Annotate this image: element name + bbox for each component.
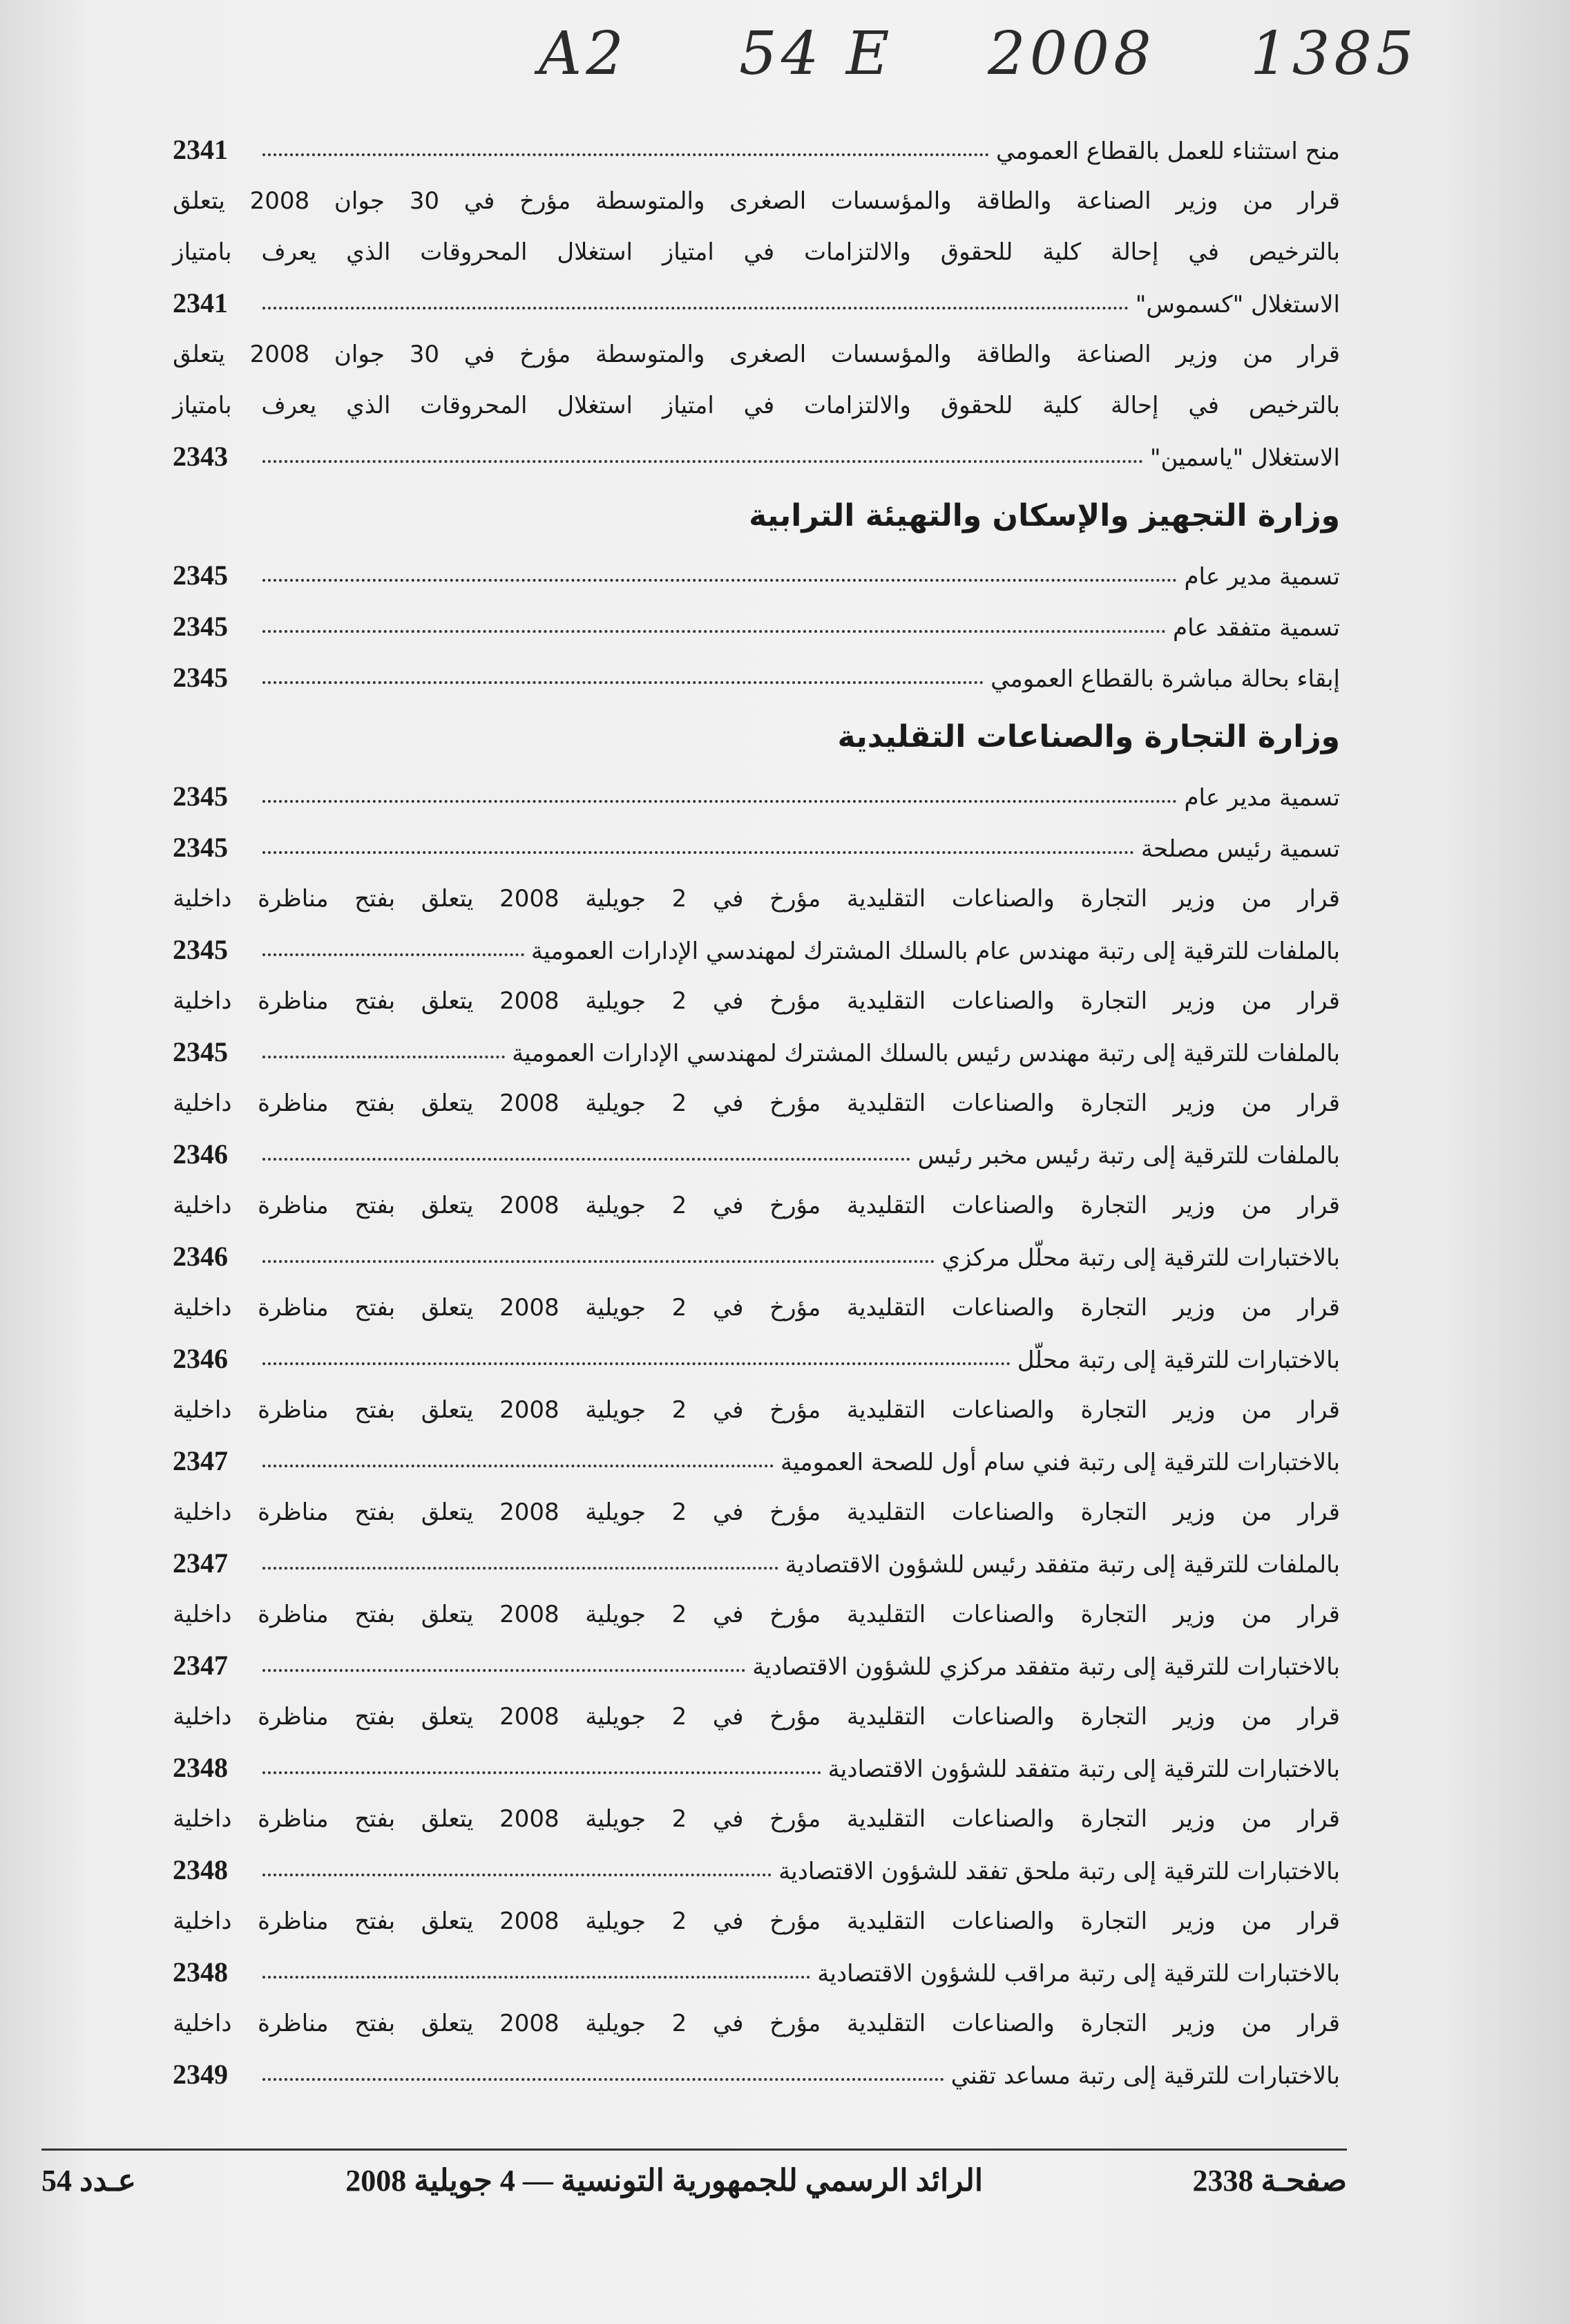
entry-text: قرار من وزير الصناعة والطاقة والمؤسسات الصغرى والمتوسطة مؤرخ في 30 جوان 2008 يتعلق [173, 187, 1340, 215]
dot-leader [262, 800, 1177, 803]
toc-entry[interactable] [173, 1180, 1340, 1282]
page-ref[interactable]: 2346 [173, 1139, 228, 1170]
dot-leader [262, 1976, 810, 1979]
dot-leader [262, 307, 1129, 309]
entry-text: بالاختبارات للترقية إلى رتبة متفقد مركزي للشؤون الاقتصادية [752, 1653, 1340, 1681]
entry-text: قرار من وزير التجارة والصناعات التقليدية مؤرخ في 2 جويلية 2008 يتعلق بفتح مناظرة داخلية [173, 1907, 1340, 1935]
toc-entry[interactable] [173, 873, 1340, 975]
entry-text: منح استثناء للعمل بالقطاع العمومي [995, 137, 1340, 165]
entry-text: قرار من وزير الصناعة والطاقة والمؤسسات الصغرى والمتوسطة مؤرخ في 30 جوان 2008 يتعلق [173, 341, 1340, 368]
toc-entry[interactable] [173, 1691, 1340, 1793]
table-of-contents [173, 124, 1340, 2100]
dot-leader [262, 1567, 778, 1570]
page-ref[interactable]: 2349 [173, 2059, 228, 2090]
toc-entry[interactable] [173, 175, 1340, 329]
section-heading: وزارة التجهيز والإسكان والتهيئة الترابية [749, 498, 1340, 533]
toc-entry[interactable] [173, 1384, 1340, 1487]
issue-number: عـدد 54 [41, 2164, 136, 2198]
toc-entry[interactable] [173, 771, 1340, 822]
entry-text: الاستغلال "ياسمين" [1149, 444, 1340, 472]
page-ref[interactable]: 2343 [173, 441, 228, 472]
page-ref[interactable]: 2341 [173, 134, 228, 165]
dot-leader [262, 1158, 910, 1161]
entry-text: بالاختبارات للترقية إلى رتبة مراقب للشؤون الاقتصادية [817, 1960, 1340, 1988]
entry-text: قرار من وزير التجارة والصناعات التقليدية مؤرخ في 2 جويلية 2008 يتعلق بفتح مناظرة داخلية [173, 1396, 1340, 1424]
annotation-part: 54 E [739, 19, 894, 88]
toc-entry[interactable] [173, 329, 1340, 482]
toc-entry[interactable] [173, 1487, 1340, 1589]
annotation-part: 2008 [988, 19, 1156, 88]
dot-leader [262, 460, 1143, 463]
page-ref[interactable]: 2345 [173, 662, 228, 693]
toc-entry[interactable] [173, 652, 1340, 703]
page-ref[interactable]: 2348 [173, 1854, 228, 1885]
toc-entry[interactable] [173, 1998, 1340, 2100]
toc-entry[interactable] [173, 124, 1340, 175]
dot-leader [262, 1260, 935, 1263]
dot-leader [262, 1362, 1011, 1365]
page-ref[interactable]: 2345 [173, 560, 228, 591]
entry-text: بالملفات للترقية إلى رتبة مهندس رئيس بالسلك المشترك لمهندسي الإدارات العمومية [512, 1040, 1340, 1067]
page-ref[interactable]: 2346 [173, 1343, 228, 1374]
entry-text: بالملفات للترقية إلى رتبة متفقد رئيس للشؤون الاقتصادية [785, 1551, 1340, 1579]
page-ref[interactable]: 2347 [173, 1445, 228, 1476]
entry-text: بالترخيص في إحالة كلية للحقوق والالتزامات في امتياز استغلال المحروقات الذي يعرف بامتياز [173, 238, 1340, 266]
page-ref[interactable]: 2341 [173, 287, 228, 318]
page-ref[interactable]: 2348 [173, 1752, 228, 1783]
entry-text: قرار من وزير التجارة والصناعات التقليدية مؤرخ في 2 جويلية 2008 يتعلق بفتح مناظرة داخلية [173, 1192, 1340, 1219]
annotation-part: A2 [539, 19, 628, 88]
entry-text: تسمية مدير عام [1184, 563, 1340, 591]
toc-entry[interactable] [173, 601, 1340, 652]
dot-leader [262, 1056, 505, 1058]
entry-text: قرار من وزير التجارة والصناعات التقليدية مؤرخ في 2 جويلية 2008 يتعلق بفتح مناظرة داخلية [173, 885, 1340, 913]
toc-entry[interactable] [173, 1282, 1340, 1384]
dot-leader [262, 579, 1177, 582]
entry-text: بالملفات للترقية إلى رتبة مهندس عام بالسلك المشترك لمهندسي الإدارات العمومية [530, 937, 1340, 965]
annotation-part: 1385 [1250, 19, 1418, 88]
entry-text: قرار من وزير التجارة والصناعات التقليدية مؤرخ في 2 جويلية 2008 يتعلق بفتح مناظرة داخلية [173, 1294, 1340, 1322]
entry-text: بالاختبارات للترقية إلى رتبة ملحق تفقد للشؤون الاقتصادية [778, 1858, 1340, 1885]
page-number: صفحـة 2338 [1192, 2164, 1347, 2198]
handwritten-annotation [539, 19, 1437, 102]
page-ref[interactable]: 2345 [173, 1036, 228, 1067]
section-heading: وزارة التجارة والصناعات التقليدية [837, 719, 1340, 754]
page-ref[interactable]: 2346 [173, 1241, 228, 1272]
entry-text: قرار من وزير التجارة والصناعات التقليدية مؤرخ في 2 جويلية 2008 يتعلق بفتح مناظرة داخلية [173, 1805, 1340, 1833]
dot-leader [262, 953, 524, 956]
dot-leader [262, 2078, 944, 2081]
page-ref[interactable]: 2345 [173, 934, 228, 965]
page-ref[interactable]: 2347 [173, 1547, 228, 1579]
journal-title: الرائد الرسمي للجمهورية التونسية — 4 جويلية 2008 [345, 2164, 984, 2198]
entry-text: بالملفات للترقية إلى رتبة رئيس مخبر رئيس [917, 1142, 1340, 1170]
entry-text: تسمية رئيس مصلحة [1140, 835, 1340, 863]
dot-leader [262, 1771, 821, 1774]
page-ref[interactable]: 2347 [173, 1650, 228, 1681]
toc-entry[interactable] [173, 1896, 1340, 1998]
dot-leader [262, 1669, 745, 1672]
toc-entry[interactable] [173, 1589, 1340, 1691]
entry-text: قرار من وزير التجارة والصناعات التقليدية مؤرخ في 2 جويلية 2008 يتعلق بفتح مناظرة داخلية [173, 1498, 1340, 1526]
entry-text: قرار من وزير التجارة والصناعات التقليدية مؤرخ في 2 جويلية 2008 يتعلق بفتح مناظرة داخلية [173, 2010, 1340, 2037]
entry-text: بالاختبارات للترقية إلى رتبة متفقد للشؤون الاقتصادية [827, 1755, 1340, 1783]
page-ref[interactable]: 2345 [173, 781, 228, 812]
page-ref[interactable]: 2345 [173, 611, 228, 642]
toc-entry[interactable] [173, 822, 1340, 873]
page-ref[interactable]: 2348 [173, 1956, 228, 1988]
entry-text: قرار من وزير التجارة والصناعات التقليدية مؤرخ في 2 جويلية 2008 يتعلق بفتح مناظرة داخلية [173, 987, 1340, 1015]
entry-text: قرار من وزير التجارة والصناعات التقليدية مؤرخ في 2 جويلية 2008 يتعلق بفتح مناظرة داخلية [173, 1601, 1340, 1628]
dot-leader [262, 1874, 772, 1876]
entry-text: الاستغلال "كسموس" [1135, 291, 1340, 318]
entry-text: بالترخيص في إحالة كلية للحقوق والالتزامات في امتياز استغلال المحروقات الذي يعرف بامتياز [173, 392, 1340, 419]
entry-text: تسمية متفقد عام [1173, 614, 1340, 642]
page-ref[interactable]: 2345 [173, 832, 228, 863]
entry-text: بالاختبارات للترقية إلى رتبة مساعد تقني [950, 2062, 1340, 2090]
entry-text: بالاختبارات للترقية إلى رتبة محلّل مركزي [941, 1244, 1340, 1272]
toc-entry[interactable] [173, 1793, 1340, 1896]
entry-text: إبقاء بحالة مباشرة بالقطاع العمومي [990, 665, 1340, 693]
dot-leader [262, 1465, 774, 1467]
entry-text: تسمية مدير عام [1184, 784, 1340, 812]
dot-leader [262, 630, 1166, 633]
toc-entry[interactable] [173, 975, 1340, 1078]
entry-text: قرار من وزير التجارة والصناعات التقليدية مؤرخ في 2 جويلية 2008 يتعلق بفتح مناظرة داخلية [173, 1703, 1340, 1731]
entry-text: قرار من وزير التجارة والصناعات التقليدية مؤرخ في 2 جويلية 2008 يتعلق بفتح مناظرة داخلية [173, 1089, 1340, 1117]
dot-leader [262, 681, 984, 684]
entry-text: بالاختبارات للترقية إلى رتبة محلّل [1017, 1346, 1340, 1374]
entry-text: بالاختبارات للترقية إلى رتبة فني سام أول للصحة العمومية [780, 1449, 1340, 1476]
dot-leader [262, 851, 1134, 854]
dot-leader [262, 153, 989, 156]
toc-entry[interactable] [173, 1078, 1340, 1180]
toc-entry[interactable] [173, 550, 1340, 601]
page-footer [41, 2149, 1347, 2198]
